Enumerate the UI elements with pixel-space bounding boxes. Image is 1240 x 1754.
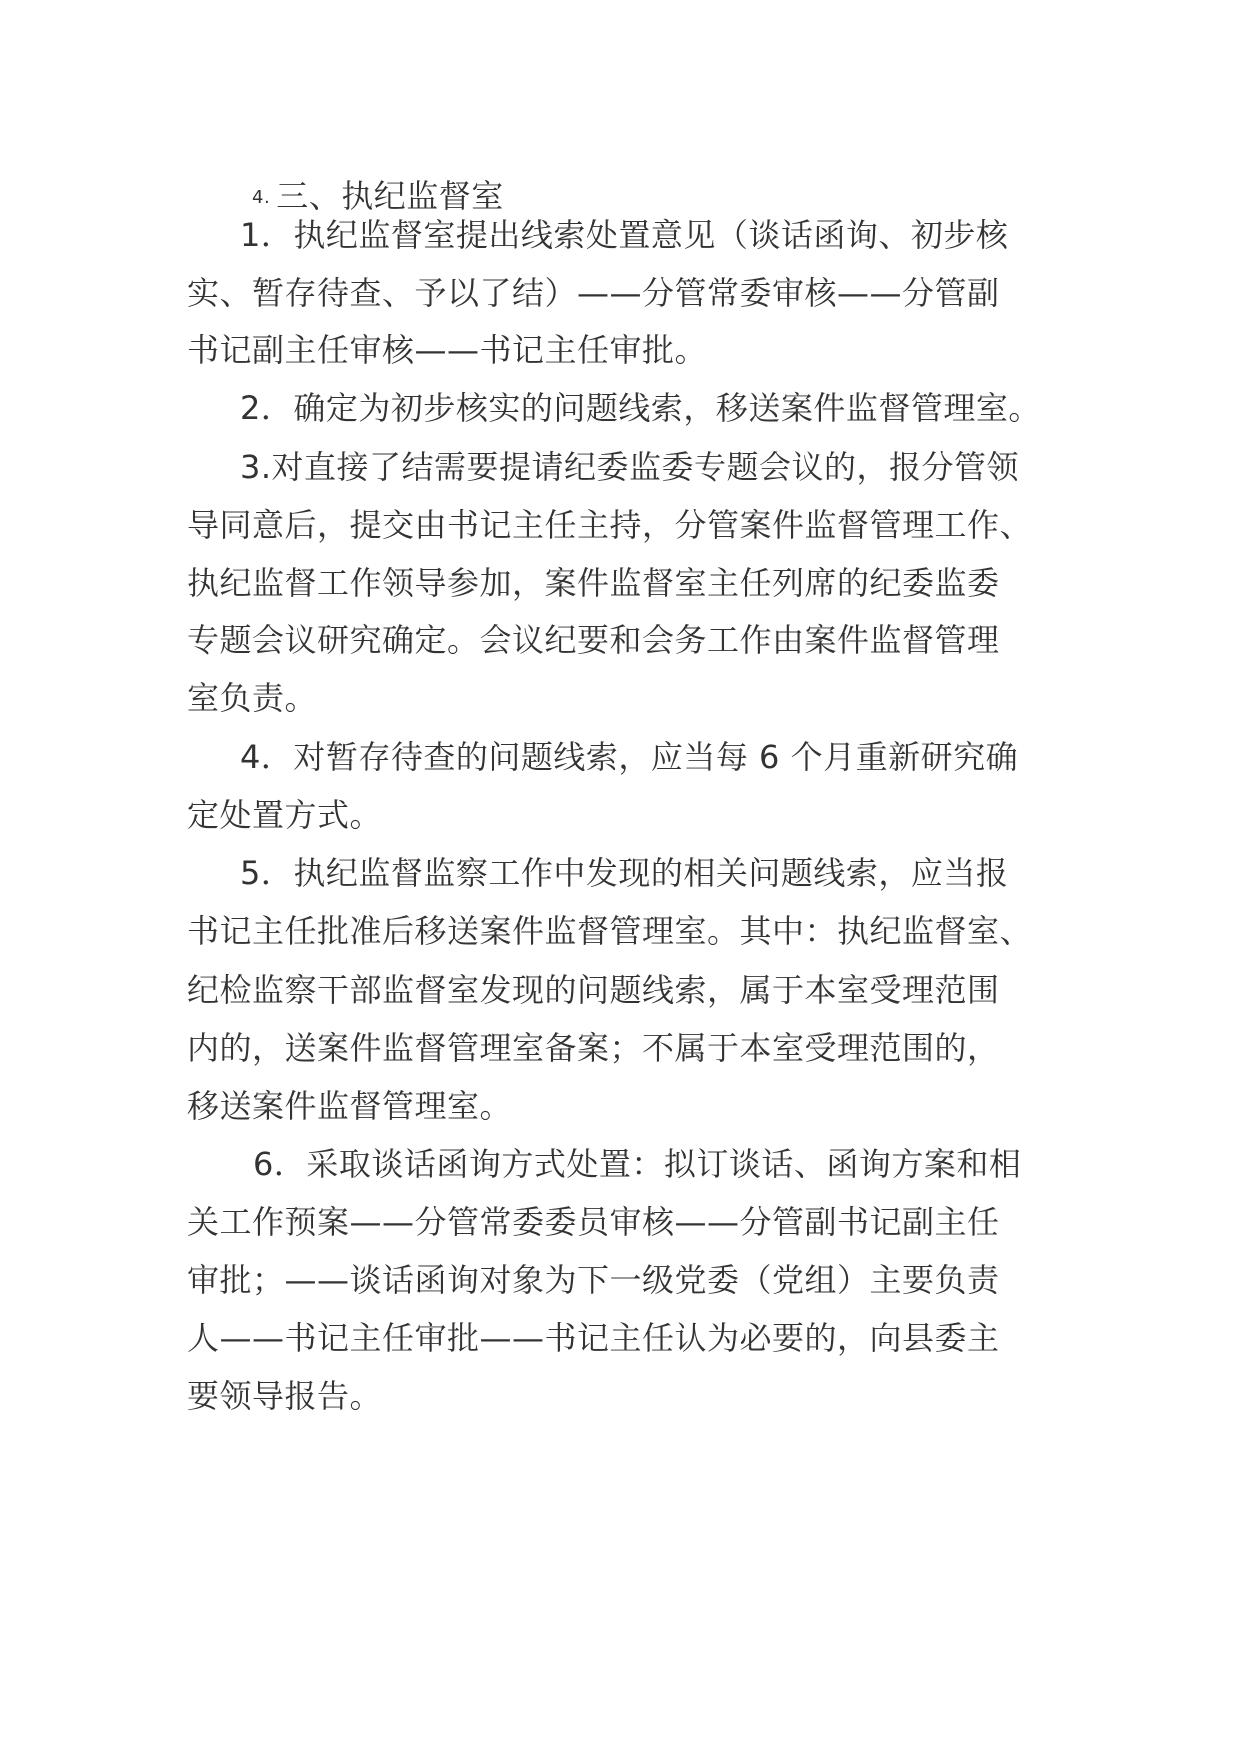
paragraph-5-line-4: 内的，送案件监督管理室备案；不属于本室受理范围的， bbox=[187, 1029, 1000, 1067]
paragraph-3-line-4: 专题会议研究确定。会议纪要和会务工作由案件监督管理 bbox=[187, 621, 1000, 659]
paragraph-5-line-2: 书记主任批准后移送案件监督管理室。其中：执纪监督室、 bbox=[187, 912, 1033, 950]
paragraph-6-line-4: 人——书记主任审批——书记主任认为必要的，向县委主 bbox=[187, 1319, 1000, 1357]
paragraph-6-line-3: 审批；——谈话函询对象为下一级党委（党组）主要负责 bbox=[187, 1261, 1000, 1299]
paragraph-4-line-1: 4．对暂存待查的问题线索，应当每 6 个月重新研究确 bbox=[240, 738, 1019, 776]
paragraph-1-line-1: 1．执纪监督室提出线索处置意见（谈话函询、初步核 bbox=[240, 216, 1009, 254]
paragraph-6-line-5: 要领导报告。 bbox=[187, 1377, 383, 1415]
paragraph-5-line-5: 移送案件监督管理室。 bbox=[187, 1087, 513, 1125]
paragraph-6-line-1: 6．采取谈话函询方式处置：拟订谈话、函询方案和相 bbox=[253, 1145, 1022, 1183]
paragraph-3-line-5: 室负责。 bbox=[187, 679, 318, 717]
paragraph-5-line-3: 纪检监察干部监督室发现的问题线索，属于本室受理范围 bbox=[187, 971, 1000, 1009]
heading-number: 4. bbox=[252, 187, 271, 208]
paragraph-1-line-2: 实、暂存待查、予以了结）——分管常委审核——分管副 bbox=[187, 274, 1000, 312]
heading-text: 三、执纪监督室 bbox=[276, 177, 504, 215]
paragraph-3-line-1: 3.对直接了结需要提请纪委监委专题会议的，报分管领 bbox=[240, 448, 1020, 486]
section-heading bbox=[252, 176, 504, 218]
paragraph-3-line-2: 导同意后，提交由书记主任主持，分管案件监督管理工作、 bbox=[187, 506, 1033, 544]
paragraph-3-line-3: 执纪监督工作领导参加，案件监督室主任列席的纪委监委 bbox=[187, 564, 1000, 602]
paragraph-5-line-1: 5．执纪监督监察工作中发现的相关问题线索，应当报 bbox=[240, 854, 1009, 892]
paragraph-2-line-1: 2．确定为初步核实的问题线索，移送案件监督管理室。 bbox=[240, 389, 1041, 427]
paragraph-4-line-2: 定处置方式。 bbox=[187, 796, 383, 834]
paragraph-1-line-3: 书记副主任审核——书记主任审批。 bbox=[187, 331, 708, 369]
paragraph-6-line-2: 关工作预案——分管常委委员审核——分管副书记副主任 bbox=[187, 1203, 1000, 1241]
